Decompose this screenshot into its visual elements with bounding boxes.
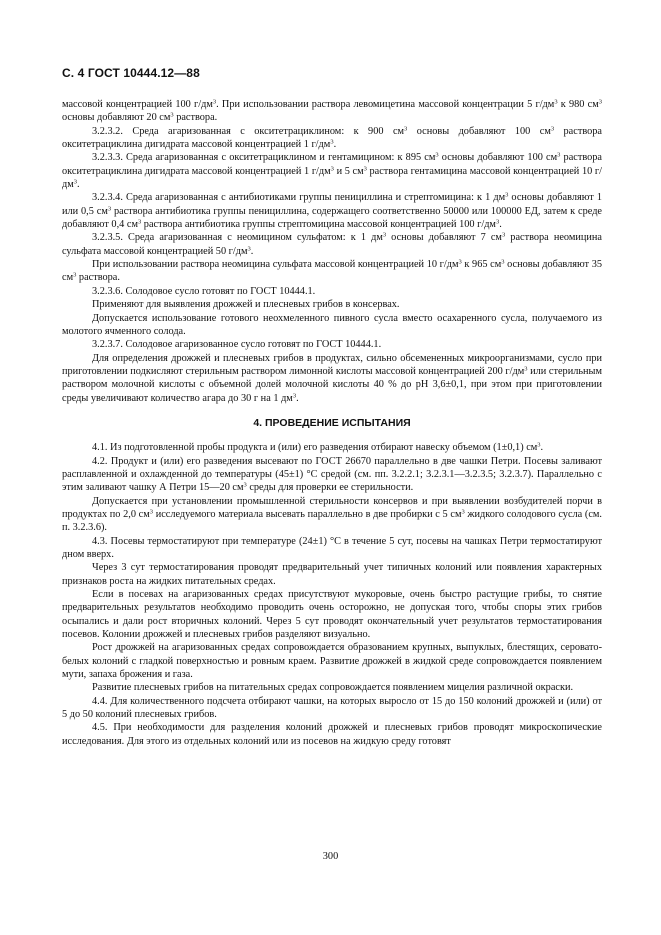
- paragraph: 3.2.3.7. Солодовое агаризованное сусло готовят по ГОСТ 10444.1.: [92, 339, 382, 351]
- section-4-body: [62, 441, 602, 748]
- paragraph: Применяют для выявления дрожжей и плесневых грибов в консервах.: [92, 299, 400, 311]
- paragraph: Допускается при установлении промышленной стерильности консервов и при выявлении возбудителей порчи в продуктах по 2,0 $см^3$ исследуемого материала высевать параллельно в две пробирки с 5 $см^3$ жидкого солодового сусла (см. п. 3.2.3.6).: [62, 495, 603, 534]
- section-title: 4. ПРОВЕДЕНИЕ ИСПЫТАНИЯ: [253, 416, 411, 429]
- paragraph: 4.1. Из подготовленной пробы продукта и (или) его разведения отбирают навеску объемом (1±0,1) $см^3$.: [92, 441, 544, 454]
- paragraph: 3.2.3.3. Среда агаризованная с окситетрациклином и гентамицином: к 895 $см^3$ основы добавляют 100 $см^3$ раствора окситетрациклина дигидрата массовой концентрацией 1 $г/дм^3$ и 5 $см^3$ раствора гентамицина массовой концентрацией 10 $г/дм^3$.: [62, 151, 602, 191]
- paragraph: Через 3 сут термостатирования проводят предварительный учет типичных колоний или появления характерных признаков роста на жидких питательных средах.: [62, 562, 602, 587]
- paragraph: Рост дрожжей на агаризованных средах сопровождается образованием крупных, выпуклых, блестящих, серовато-белых колоний с гладкой поверхностью и ровным краем. Развитие дрожжей в жидкой среде сопровождается появлением мути, запаха брожения и газа.: [62, 642, 602, 681]
- document-body: [62, 98, 602, 748]
- paragraph: 3.2.3.6. Солодовое сусло готовят по ГОСТ 10444.1.: [92, 285, 316, 297]
- paragraph: массовой концентрацией 100 $г/дм^3$. При использовании раствора левомицетина массовой концентрации 5 $г/дм^3$ к 980 $см^3$ основы добавляют 20 $см^3$ раствора.: [62, 98, 602, 124]
- paragraph: При использовании раствора неомицина сульфата массовой концентрацией 10 $г/дм^3$ к 965 $см^3$ основы добавляют 35 $см^3$ раствора.: [62, 258, 603, 284]
- paragraph: Развитие плесневых грибов на питательных средах сопровождается появлением мицелия различной окраски.: [92, 682, 574, 694]
- section-3-continued: [62, 98, 602, 405]
- paragraph: Если в посевах на агаризованных средах присутствуют мукоровые, очень быстро растущие грибы, то снятие предварительных результатов необходимо проводить очень осторожно, не допуская того, чтобы споры этих грибов осыпались и дали рост вторичных колоний. Через 5 сут проводят окончательный учет результатов термостатирования посевов. Колонии дрожжей и плесневых грибов разделяют визуально.: [62, 589, 602, 641]
- paragraph: 4.3. Посевы термостатируют при температуре (24±1) °С в течение 5 сут, посевы на чашках Петри термостатируют дном вверх.: [62, 535, 602, 560]
- paragraph: Для определения дрожжей и плесневых грибов в продуктах, сильно обсемененных микроорганизмами, сусло при приготовлении подкисляют стерильным раствором лимонной кислоты массовой концентрацией 200 $г/дм^3$ или стерильным раствором молочной кислоты с объемной долей молочной кислоты 40 % до рН 3,6±0,1, при этом при приготовлении среды увеличивают количество агара до 30 г на 1 $дм^3$.: [62, 352, 602, 404]
- paragraph: 4.4. Для количественного подсчета отбирают чашки, на которых выросло от 15 до 150 колоний дрожжей и (или) от 5 до 50 колоний плесневых грибов.: [62, 695, 602, 721]
- paragraph: 3.2.3.5. Среда агаризованная с неомицином сульфатом: к 1 $дм^3$ основы добавляют 7 $см^3$ раствора неомицина сульфата массовой концентрацией 50 $г/дм^3$.: [62, 231, 602, 257]
- page-number: 300: [322, 851, 339, 862]
- paragraph: 4.5. При необходимости для разделения колоний дрожжей и плесневых грибов проводят микроскопические исследования. Для этого из отдельных колоний или из посевов на жидкую среду готовят: [62, 722, 602, 747]
- paragraph: 3.2.3.2. Среда агаризованная с окситетрациклином: к 900 $см^3$ основы добавляют 100 $см^3$ раствора окситетрациклина дигидрата массовой концентрацией 1 $г/дм^3$.: [62, 125, 602, 151]
- paragraph: 3.2.3.4. Среда агаризованная с антибиотиками группы пенициллина и стрептомицина: к 1 $дм^3$ основы добавляют 1 или 0,5 $см^3$ раствора антибиотика группы пенициллина, содержащего соответственно 50000 или 100000 ЕД, затем к среде добавляют 0,4 $см^3$ раствора антибиотика группы стрептомицина массовой концентрацией 100 $г/дм^3$.: [62, 191, 603, 231]
- paragraph: 4.2. Продукт и (или) его разведения высевают по ГОСТ 26670 параллельно в две чашки Петри. Посевы заливают расплавленной и охлажденной до температуры (45±1) °С средой (см. пп. 3.2.2.1; 3.2.3.1—3.2.3.5; 3.2.3.7). Параллельно с этим заливают чашку А Петри 15—20 $см^3$ среды для проверки ее стерильности.: [62, 455, 602, 494]
- paragraph: Допускается использование готового неохмеленного пивного сусла вместо осахаренного сусла, получаемого из молотого ячменного солода.: [62, 312, 602, 337]
- page-header: С. 4 ГОСТ 10444.12—88: [62, 66, 200, 80]
